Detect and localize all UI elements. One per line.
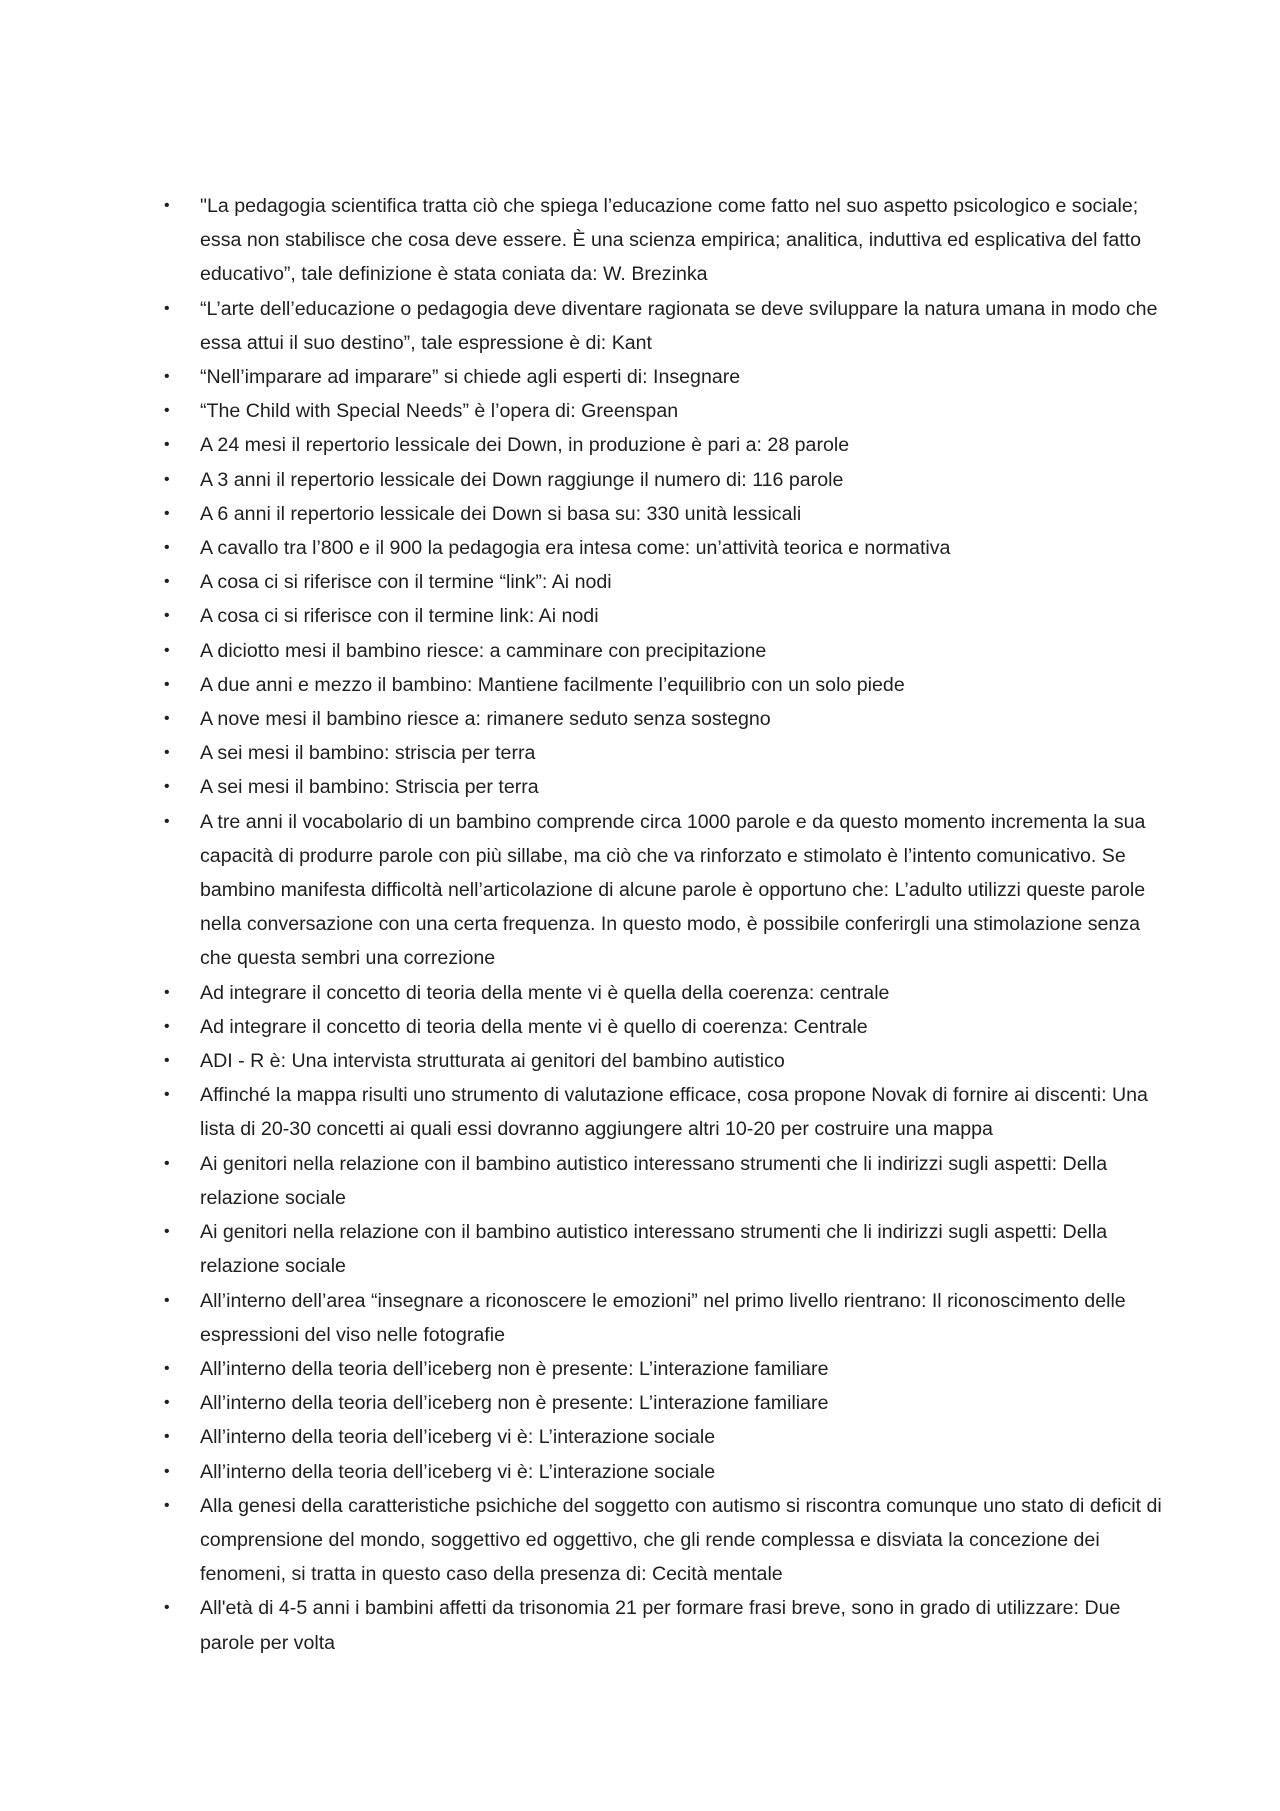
bullet-icon: • [164,1052,170,1070]
list-item-text: A cavallo tra l’800 e il 900 la pedagogia era intesa come: un’attività teorica e normativa [200,537,951,560]
list-item-text: "La pedagogia scientifica tratta ciò che spiega l’educazione come fatto nel suo aspetto psicologico e sociale; essa non stabilisce che cosa deve essere. È una scienza empirica; analitica, induttiva ed esplicativa del fatto educativo”, tale definizione è stata coniata da: W. Brezinka [200,195,1142,286]
list-item-text: A due anni e mezzo il bambino: Mantiene facilmente l’equilibrio con un solo piede [200,673,905,696]
list-item-text: A 3 anni il repertorio lessicale dei Down raggiunge il numero di: 116 parole [200,468,844,491]
list-item [164,1010,1166,1044]
bullet-icon: • [164,197,170,214]
list-item [164,565,1166,599]
bullet-icon: • [164,1291,170,1309]
list-item [164,736,1166,770]
bullet-icon: • [164,641,170,659]
list-item [164,1489,1166,1592]
bullet-icon: • [164,744,170,762]
bullet-icon: • [164,573,170,591]
bullet-icon: • [164,299,170,317]
list-item-text: Affinché la mappa risulti uno strumento di valutazione efficace, cosa propone Novak di fornire ai discenti: Una lista di 20-30 concetti ai quali essi dovranno aggiungere altri 10-20 per costruire una mappa [200,1084,1148,1141]
list-item [164,292,1166,360]
bullet-icon: • [164,1017,170,1035]
list-item [164,1420,1166,1454]
list-item-text: “Nell’imparare ad imparare” si chiede agli esperti di: Insegnare [200,366,741,389]
list-item-text: Ad integrare il concetto di teoria della mente vi è quello di coerenza: Centrale [200,1015,868,1038]
bullet-icon: • [164,983,170,1001]
list-item-text: A cosa ci si riferisce con il termine “link”: Ai nodi [200,571,612,594]
list-item-text: All’interno dell’area “insegnare a riconoscere le emozioni” nel primo livello rientrano: Il riconoscimento delle espressioni del viso nelle fotografie [200,1289,1126,1346]
bullet-icon: • [164,607,170,625]
list-item-text: All’interno della teoria dell’iceberg vi è: L’interazione sociale [200,1426,716,1449]
bullet-icon: • [164,1428,170,1446]
bullet-icon: • [164,470,170,488]
list-item [164,1386,1166,1420]
list-item-text: All’interno della teoria dell’iceberg non è presente: L’interazione familiare [200,1392,829,1415]
list-item-text: A diciotto mesi il bambino riesce: a camminare con precipitazione [200,639,767,662]
list-item [164,668,1166,702]
list-item [164,428,1166,462]
list-item [164,531,1166,565]
bullet-icon: • [164,710,170,728]
bullet-icon: • [164,539,170,557]
list-item-text: A sei mesi il bambino: striscia per terra [200,742,536,765]
bullet-icon: • [164,504,170,522]
list-item [164,702,1166,736]
list-item-text: All’interno della teoria dell’iceberg non è presente: L’interazione familiare [200,1357,829,1380]
bullet-icon: • [164,368,170,386]
list-item-text: All'età di 4-5 anni i bambini affetti da trisonomia 21 per formare frasi breve, sono in grado di utilizzare: Due parole per volta [200,1597,1121,1654]
list-item [164,770,1166,804]
list-item-text: ADI - R è: Una intervista strutturata ai genitori del bambino autistico [200,1050,785,1073]
list-item [164,1352,1166,1386]
bullet-icon: • [164,1599,170,1617]
bullet-icon: • [164,812,170,830]
bullet-icon: • [164,1394,170,1412]
list-item [164,1147,1166,1215]
list-item-text: Ai genitori nella relazione con il bambino autistico interessano strumenti che li indirizzi sugli aspetti: Della relazione sociale [200,1152,1108,1209]
bullet-icon: • [164,778,170,796]
list-item-text: Ai genitori nella relazione con il bambino autistico interessano strumenti che li indirizzi sugli aspetti: Della relazione sociale [200,1221,1108,1278]
list-item-text: A 6 anni il repertorio lessicale dei Down si basa su: 330 unità lessicali [200,502,802,525]
list-item [164,1284,1166,1352]
list-item [164,1078,1166,1146]
list-item [164,1591,1166,1659]
list-item [164,497,1166,531]
bullet-icon: • [164,1154,170,1172]
bullet-icon: • [164,1086,170,1104]
list-item [164,976,1166,1010]
list-item [164,1215,1166,1283]
bullet-icon: • [164,436,170,454]
bullet-icon: • [164,1223,170,1241]
list-item [164,599,1166,633]
bullet-icon: • [164,1462,170,1480]
bullet-icon: • [164,1359,170,1377]
question-answer-list [0,189,1166,1660]
list-item-text: Alla genesi della caratteristiche psichiche del soggetto con autismo si riscontra comunque uno stato di deficit di comprensione del mondo, soggettivo ed oggettivo, che gli rende complessa e disviata la concezione dei fenomeni, si tratta in questo caso della presenza di: Cecità mentale [200,1494,1162,1586]
bullet-icon: • [164,675,170,693]
list-item-text: A cosa ci si riferisce con il termine link: Ai nodi [200,605,599,628]
list-item [164,189,1166,292]
bullet-icon: • [164,402,170,420]
list-item-text: A tre anni il vocabolario di un bambino comprende circa 1000 parole e da questo momento incrementa la sua capacità di produrre parole con più sillabe, ma ciò che va rinforzato e stimolato è l’intento comunicativo. Se bambino manifesta difficoltà nell’articolazione di alcune parole è opportuno che: L’adulto utilizzi queste parole nella conversazione con una certa frequenza. In questo modo, è possibile conferirgli una stimolazione senza che questa sembri una correzione [200,810,1146,970]
list-item [164,463,1166,497]
bullet-icon: • [164,1496,170,1514]
list-item [164,1044,1166,1078]
list-item [164,1455,1166,1489]
list-item [164,394,1166,428]
list-item [164,805,1166,976]
list-item-text: All’interno della teoria dell’iceberg vi è: L’interazione sociale [200,1460,716,1483]
list-item-text: “The Child with Special Needs” è l’opera di: Greenspan [200,400,679,423]
list-item-text: A 24 mesi il repertorio lessicale dei Down, in produzione è pari a: 28 parole [200,434,850,457]
list-item [164,360,1166,394]
list-item-text: A nove mesi il bambino riesce a: rimanere seduto senza sostegno [200,708,771,731]
list-item-text: “L’arte dell’educazione o pedagogia deve diventare ragionata se deve sviluppare la natura umana in modo che essa attui il suo destino”, tale espressione è di: Kant [200,297,1158,354]
list-item [164,634,1166,668]
list-item-text: A sei mesi il bambino: Striscia per terra [200,776,539,799]
list-item-text: Ad integrare il concetto di teoria della mente vi è quella della coerenza: centrale [200,981,890,1004]
